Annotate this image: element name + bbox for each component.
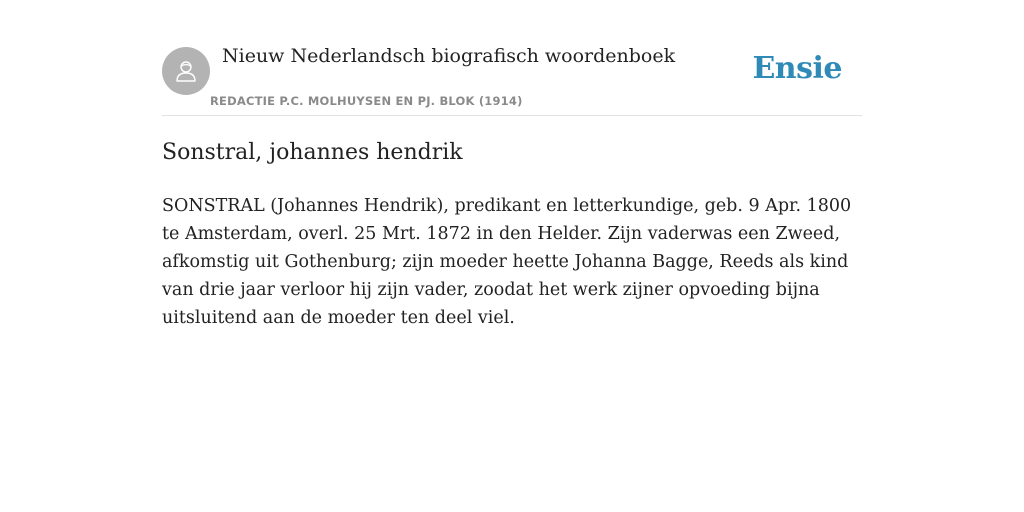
source-editors: REDACTIE P.C. MOLHUYSEN EN PJ. BLOK (1914) <box>210 94 523 108</box>
article-title: Sonstral, johannes hendrik <box>162 140 463 165</box>
brand-logo[interactable]: Ensie <box>752 51 842 86</box>
user-silhouette-icon <box>173 58 199 84</box>
source-header <box>162 0 862 116</box>
source-avatar[interactable] <box>162 47 210 95</box>
article-body: SONSTRAL (Johannes Hendrik), predikant en letterkundige, geb. 9 Apr. 1800 te Amsterdam, overl. 25 Mrt. 1872 in den Helder. Zijn vaderwas een Zweed, afkomstig uit Gothenburg; zijn moeder heette Johanna Bagge, Reeds als kind van drie jaar verloor hij zijn vader, zoodat het werk zijner opvoeding bijna uitsluitend aan de moeder ten deel viel. <box>162 196 852 328</box>
page-container <box>162 0 862 328</box>
source-title[interactable]: Nieuw Nederlandsch biografisch woordenboek <box>222 45 676 67</box>
